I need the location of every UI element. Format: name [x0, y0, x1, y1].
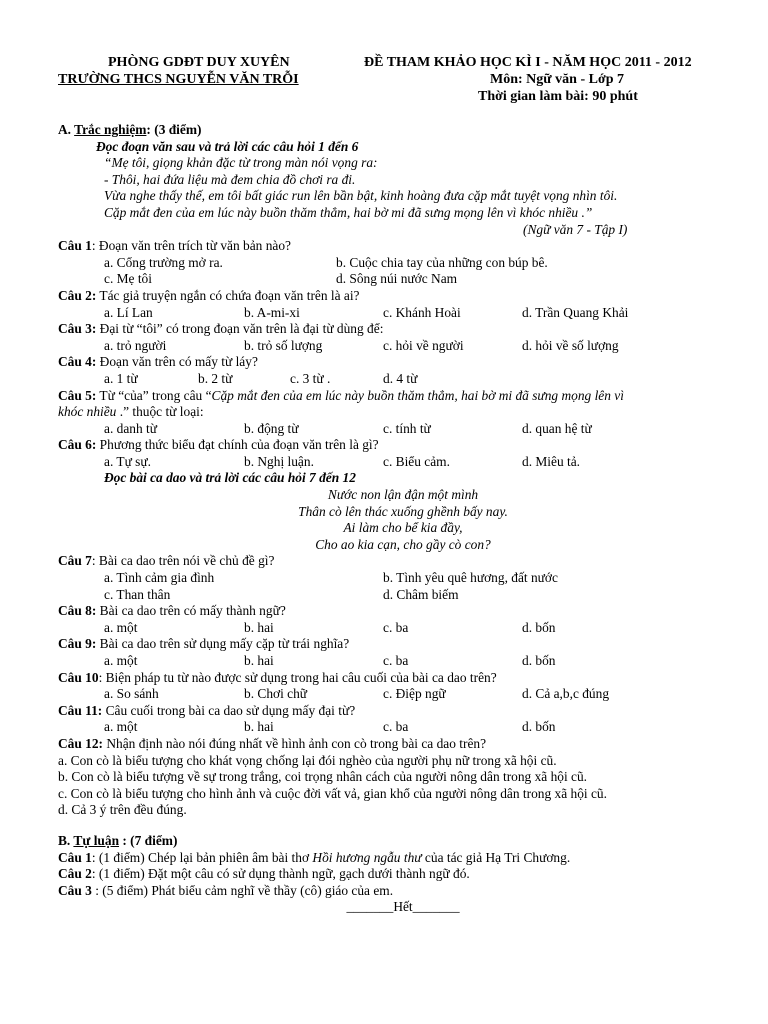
option: d. 4 từ — [383, 370, 418, 386]
option: a. So sánh — [104, 686, 159, 702]
option: b. trỏ số lượng — [244, 337, 323, 353]
department-name: PHÒNG GDĐT DUY XUYÊN — [108, 55, 290, 70]
exam-title: ĐỀ THAM KHẢO HỌC KÌ I - NĂM HỌC 2011 - 2012 — [364, 55, 692, 70]
exam-body — [58, 122, 748, 916]
option: a. một — [104, 619, 138, 635]
option: c. Con cò là biểu tượng cho hình ảnh và cuộc đời vất vả, gian khổ của người nông dân trong xã hội cũ. — [58, 785, 607, 801]
part-a-heading: A. Trắc nghiệm: (3 điểm) — [58, 122, 202, 137]
option: c. Biểu cảm. — [383, 453, 450, 469]
essay-question-2: Câu 2: (1 điểm) Đặt một câu có sử dụng thành ngữ, gạch dưới thành ngữ đó. — [58, 866, 470, 882]
passage-source: (Ngữ văn 7 - Tập I) — [523, 221, 628, 237]
option: b. hai — [244, 619, 274, 635]
option: b. Cuộc chia tay của những con búp bê. — [336, 254, 548, 270]
part-a-title: Trắc nghiệm — [74, 122, 147, 137]
part-b-title: Tự luận — [73, 832, 120, 848]
option: a. trỏ người — [104, 337, 167, 353]
option: d. bốn — [522, 653, 556, 668]
option: c. ba — [383, 719, 409, 735]
question-7: Câu 7: Bài ca dao trên nói về chủ đề gì? — [58, 553, 275, 569]
option: b. Chơi chữ — [244, 686, 308, 702]
option: d. Miêu tả. — [522, 453, 581, 469]
option: d. Trần Quang Khải — [522, 304, 629, 320]
option: b. 2 từ — [198, 370, 233, 386]
option: c. ba — [383, 653, 409, 668]
option: a. Lí Lan — [104, 304, 153, 320]
time-line: Thời gian làm bài: 90 phút — [478, 89, 638, 104]
option: a. 1 từ — [104, 370, 138, 386]
option: b. Tình yêu quê hương, đất nước — [383, 570, 558, 586]
option: a. một — [104, 719, 138, 735]
question-11: Câu 11: Câu cuối trong bài ca dao sử dụng mấy đại từ? — [58, 702, 356, 718]
option: d. quan hệ từ — [522, 420, 592, 436]
option: a. Cổng trường mở ra. — [104, 254, 223, 270]
option: a. Tình cảm gia đình — [104, 570, 215, 586]
question-5-options — [58, 421, 748, 438]
question-4: Câu 4: Đoạn văn trên có mấy từ láy? — [58, 354, 258, 370]
essay-question-1: Câu 1: (1 điểm) Chép lại bản phiên âm bài thơ Hồi hương ngẫu thư của tác giả Hạ Tri Chương. — [58, 849, 571, 865]
option: b. hai — [244, 653, 274, 668]
option: d. Châm biếm — [383, 586, 459, 602]
option: a. Con cò là biểu tượng cho khát vọng chống lại đói nghèo của người phụ nữ trong xã hội cũ. — [58, 752, 557, 768]
question-8: Câu 8: Bài ca dao trên có mấy thành ngữ? — [58, 603, 286, 619]
passage-line: Cặp mắt đen của em lúc này buồn thăm thẳm, hai bờ mi đã sưng mọng lên vì khóc nhiều .” — [104, 204, 593, 220]
question-5: Câu 5: Từ “của” trong câu “Cặp mắt đen của em lúc này buồn thăm thẳm, hai bờ mi đã sưng mọng lên vì — [58, 387, 624, 403]
poem-line: Thân cò lên thác xuống ghềnh bấy nay. — [298, 503, 508, 519]
option: b. động từ — [244, 420, 299, 436]
essay-question-3: Câu 3 : (5 điểm) Phát biểu cảm nghĩ về thầy (cô) giáo của em. — [58, 882, 394, 898]
option: a. một — [104, 653, 138, 668]
option: d. Sông núi nước Nam — [336, 271, 458, 287]
option: c. Than thân — [104, 586, 171, 602]
instruction-2: Đọc bài ca dao và trả lời các câu hỏi 7 đến 12 — [104, 470, 356, 486]
question-6: Câu 6: Phương thức biểu đạt chính của đoạn văn trên là gì? — [58, 437, 379, 453]
passage-line: - Thôi, hai đứa liệu mà đem chia đồ chơi ra đi. — [104, 171, 356, 187]
question-7-options-row — [58, 570, 748, 587]
question-12: Câu 12: Nhận định nào nói đúng nhất về hình ảnh con cò trong bài ca dao trên? — [58, 735, 487, 751]
option: b. hai — [244, 719, 274, 735]
option: c. hỏi về người — [383, 337, 464, 353]
part-b-heading: B. Tự luận : (7 điểm) — [58, 832, 178, 848]
passage-line: “Mẹ tôi, giọng khản đặc từ trong màn nói vọng ra: — [104, 155, 378, 171]
question-7-options-row — [58, 587, 748, 604]
question-1: Câu 1: Đoạn văn trên trích từ văn bản nào? — [58, 238, 291, 254]
option: d. hỏi về số lượng — [522, 337, 619, 353]
section-gap — [58, 819, 748, 833]
option: b. Con cò là biểu tượng về sự trong trắng, coi trọng nhân cách của người nông dân trong xã hội cũ. — [58, 769, 588, 785]
option: c. Mẹ tôi — [104, 271, 152, 287]
school-name: TRƯỜNG THCS NGUYỄN VĂN TRỖI — [58, 72, 299, 87]
question-10: Câu 10: Biện pháp tu từ nào được sử dụng trong hai câu cuối của bài ca dao trên? — [58, 669, 497, 685]
option: d. Cả a,b,c đúng — [522, 686, 610, 702]
option: b. A-mi-xi — [244, 304, 300, 320]
question-11-options — [58, 719, 748, 736]
question-4-options — [58, 371, 748, 388]
question-1-options-row — [58, 271, 748, 288]
question-3-options — [58, 338, 748, 355]
subject-line: Môn: Ngữ văn - Lớp 7 — [490, 72, 624, 87]
poem-line: Cho ao kia cạn, cho gầy cò con? — [315, 536, 491, 552]
question-2-options — [58, 305, 748, 322]
option: d. Cả 3 ý trên đều đúng. — [58, 802, 187, 818]
question-2: Câu 2: Tác giả truyện ngắn có chứa đoạn văn trên là ai? — [58, 287, 360, 303]
passage-line: Vừa nghe thấy thế, em tôi bất giác run lên bần bật, kinh hoàng đưa cặp mắt tuyệt vọng nhìn tôi. — [104, 188, 618, 204]
option: c. Điệp ngữ — [383, 686, 446, 702]
option: a. Tự sự. — [104, 453, 151, 469]
question-8-options — [58, 620, 748, 637]
question-1-options-row — [58, 255, 748, 272]
question-9: Câu 9: Bài ca dao trên sử dụng mấy cặp từ trái nghĩa? — [58, 636, 350, 652]
question-5-cont: khóc nhiều .” thuộc từ loại: — [58, 404, 204, 420]
poem-line: Nước non lận đận một mình — [327, 487, 479, 503]
option: c. tính từ — [383, 420, 431, 436]
poem-line: Ai làm cho bể kia đầy, — [343, 520, 463, 536]
option: d. bốn — [522, 619, 556, 635]
option: c. 3 từ . — [290, 370, 331, 386]
instruction-1: Đọc đoạn văn sau và trả lời các câu hỏi 1 đến 6 — [96, 138, 359, 154]
question-3: Câu 3: Đại từ “tôi” có trong đoạn văn trên là đại từ dùng để: — [58, 321, 384, 337]
option: c. ba — [383, 619, 409, 635]
question-9-options — [58, 653, 748, 670]
option: d. bốn — [522, 719, 556, 735]
end-marker: _______Hết_______ — [346, 899, 460, 915]
option: c. Khánh Hoài — [383, 304, 461, 320]
option: b. Nghị luận. — [244, 453, 314, 469]
question-6-options — [58, 454, 748, 471]
option: a. danh từ — [104, 420, 157, 436]
question-10-options — [58, 686, 748, 703]
